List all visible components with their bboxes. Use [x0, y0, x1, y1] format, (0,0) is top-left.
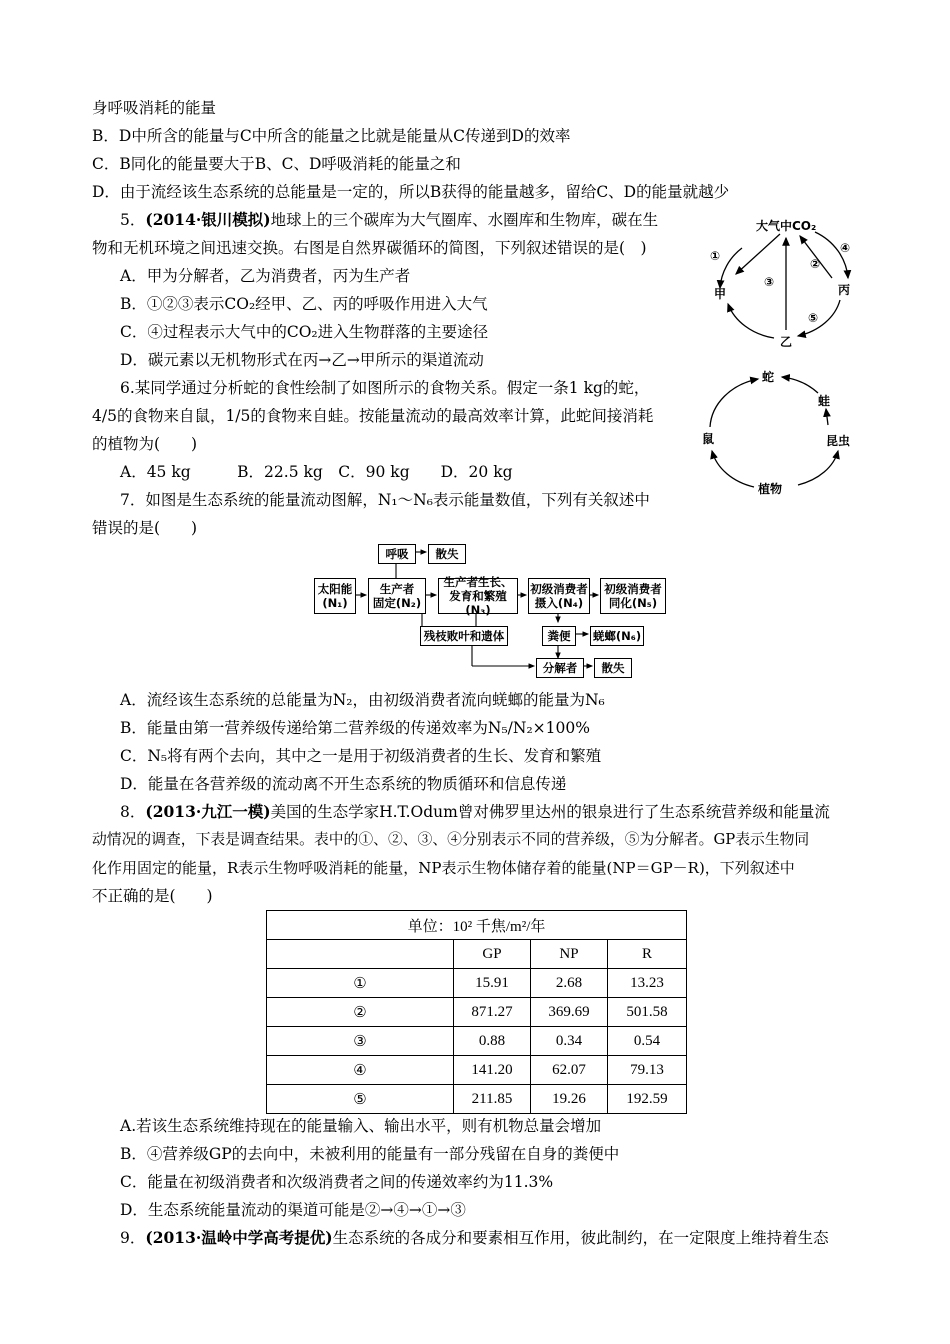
q5-option-b: B．①②③表示CO₂经甲、乙、丙的呼吸作用进入大气	[120, 295, 488, 313]
assimilation-box: 初级消费者 同化(N₅)	[600, 578, 666, 614]
label-3: ③	[764, 275, 775, 289]
q6-stem-2: 4/5的食物来自鼠，1/5的食物来自蛙。按能量流动的最高效率计算，此蛇间接消耗	[92, 407, 654, 425]
q6-stem-3: 的植物为( )	[92, 435, 198, 453]
arrow-4	[815, 232, 851, 278]
table-cell: 501.58	[608, 998, 687, 1027]
table-cell: ①	[267, 969, 454, 998]
q7-stem: 7．如图是生态系统的能量流动图解，N₁～N₆表示能量数值，下列有关叙述中	[120, 491, 650, 509]
arrow-insect-frog	[826, 409, 828, 425]
label-insect: 昆虫	[826, 434, 851, 448]
q9-text: 生态系统的各成分和要素相互作用，彼此制约，在一定限度上维持着生态	[332, 1229, 829, 1247]
q5-stem: 5．(2014·银川模拟)地球上的三个碳库为大气圈库、水圈库和生物库，碳在生	[120, 210, 659, 229]
litter-box: 残枝败叶和遗体	[420, 626, 508, 646]
table-cell: 192.59	[608, 1085, 687, 1114]
table-cell: 141.20	[454, 1056, 531, 1085]
table-header: NP	[531, 940, 608, 969]
q5-option-a: A．甲为分解者，乙为消费者，丙为生产者	[120, 267, 411, 285]
table-cell: 211.85	[454, 1085, 531, 1114]
label-jia: 甲	[714, 287, 727, 301]
lost-box-1: 散失	[428, 544, 466, 564]
q9-source: (2013·温岭中学高考提优)	[145, 1228, 333, 1247]
arrow-rat-snake	[710, 379, 758, 427]
label-5: ⑤	[808, 311, 819, 325]
table-cell: 871.27	[454, 998, 531, 1027]
q5-option-c: C．④过程表示大气中的CO₂进入生物群落的主要途径	[120, 323, 489, 341]
label-bing: 丙	[838, 283, 851, 297]
feces-box: 粪便	[542, 626, 576, 646]
table-cell: 2.68	[531, 969, 608, 998]
table-row	[267, 1027, 687, 1056]
q6-options: A．45 kg B．22.5 kg C．90 kg D．20 kg	[120, 463, 513, 481]
q6-stem: 6.某同学通过分析蛇的食性绘制了如图所示的食物关系。假定一条1 kg的蛇，	[120, 379, 650, 397]
table-header	[267, 940, 454, 969]
table-cell: ③	[267, 1027, 454, 1056]
table-cell: ④	[267, 1056, 454, 1085]
arrow-yi-jia	[728, 304, 774, 338]
q5-text: 地球上的三个碳库为大气圈库、水圈库和生物库，碳在生	[270, 211, 659, 229]
table-cell: 0.88	[454, 1027, 531, 1056]
q8-option-c: C．能量在初级消费者和次级消费者之间的传递效率约为11.3%	[120, 1173, 554, 1191]
table-cell: 13.23	[608, 969, 687, 998]
label-plant: 植物	[758, 482, 783, 496]
arrow-1b	[736, 234, 780, 274]
q8-stem-3: 化作用固定的能量，R表示生物呼吸消耗的能量，NP表示生物体储存着的能量(NP＝GP－R)，下列叙述中	[92, 859, 795, 877]
table-row	[267, 998, 687, 1027]
table-cell: 62.07	[531, 1056, 608, 1085]
table-cell: ②	[267, 998, 454, 1027]
q8-stem-2: 动情况的调查，下表是调查结果。表中的①、②、③、④分别表示不同的营养级，⑤为分解者。GP表示生物同	[92, 831, 810, 848]
table-cell: 79.13	[608, 1056, 687, 1085]
q8-option-a: A.若该生态系统维持现在的能量输入、输出水平，则有机物总量会增加	[120, 1117, 602, 1135]
table-row	[267, 969, 687, 998]
q8-option-b: B．④营养级GP的去向中，未被利用的能量有一部分残留在自身的粪便中	[120, 1145, 620, 1163]
food-web-diagram	[700, 365, 870, 500]
co2-label: 大气中CO₂	[756, 219, 817, 233]
q9-stem: 9．(2013·温岭中学高考提优)生态系统的各成分和要素相互作用，彼此制约，在一定限度上维持着生态	[120, 1228, 829, 1247]
intake-box: 初级消费者 摄入(N₄)	[528, 578, 590, 614]
q8-text: 美国的生态学家H.T.Odum曾对佛罗里达州的银泉进行了生态系统营养级和能量流	[270, 803, 830, 821]
table-cell: 0.54	[608, 1027, 687, 1056]
q7-option-d: D．能量在各营养级的流动离不开生态系统的物质循环和信息传递	[120, 775, 567, 793]
table-row	[267, 1085, 687, 1114]
table-cell: 369.69	[531, 998, 608, 1027]
lost-box-2: 散失	[594, 658, 632, 678]
option-c: C．B同化的能量要大于B、C、D呼吸消耗的能量之和	[92, 155, 461, 173]
table-header: R	[608, 940, 687, 969]
arrow-plant-rat	[712, 451, 754, 487]
label-yi: 乙	[780, 335, 793, 349]
table-cell: 19.26	[531, 1085, 608, 1114]
label-frog: 蛙	[818, 394, 831, 408]
text-line: 身呼吸消耗的能量	[92, 99, 217, 117]
q7-option-c: C．N₅将有两个去向，其中之一是用于初级消费者的生长、发育和繁殖	[120, 747, 602, 765]
q7-option-b: B．能量由第一营养级传递给第二营养级的传递效率为N₅/N₂×100%	[120, 719, 590, 737]
growth-box: 生产者生长、 发育和繁殖(N₃)	[438, 578, 518, 614]
energy-flow-diagram	[312, 540, 672, 680]
arrow-plant-insect	[798, 451, 838, 485]
label-snake: 蛇	[762, 370, 775, 384]
q7-stem-2: 错误的是( )	[92, 519, 198, 537]
label-4: ④	[840, 241, 851, 255]
arrow-1	[720, 248, 742, 288]
option-b: B．D中所含的能量与C中所含的能量之比就是能量从C传递到D的效率	[92, 127, 571, 145]
label-2: ②	[810, 257, 821, 271]
q8-stem-4: 不正确的是( )	[92, 887, 213, 905]
sun-box: 太阳能 (N₁)	[314, 578, 356, 614]
q7-option-a: A．流经该生态系统的总能量为N₂，由初级消费者流向蜣螂的能量为N₆	[120, 691, 605, 709]
option-d: D．由于流经该生态系统的总能量是一定的，所以B获得的能量越多，留给C、D的能量就越少	[92, 183, 730, 201]
carbon-cycle-diagram	[700, 212, 870, 352]
q8-source: (2013·九江一模)	[145, 802, 271, 821]
q5-source: (2014·银川模拟)	[145, 210, 271, 229]
arrow-5	[798, 300, 840, 336]
label-1: ①	[710, 249, 721, 263]
table-unit: 单位：10² 千焦/m²/年	[267, 911, 687, 940]
table-cell: ⑤	[267, 1085, 454, 1114]
respiration-box: 呼吸	[378, 544, 416, 564]
beetle-box: 蜣螂(N₆)	[590, 626, 644, 646]
producer-box: 生产者 固定(N₂)	[368, 578, 426, 614]
arrow-frog-snake	[782, 377, 818, 393]
table-cell: 0.34	[531, 1027, 608, 1056]
label-rat: 鼠	[702, 432, 715, 446]
q5-stem-2: 物和无机环境之间迅速交换。右图是自然界碳循环的简图，下列叙述错误的是( )	[92, 239, 647, 257]
energy-table	[266, 910, 687, 1114]
table-row	[267, 1056, 687, 1085]
decomposer-box: 分解者	[536, 658, 584, 678]
q5-option-d: D．碳元素以无机物形式在丙→乙→甲所示的渠道流动	[120, 351, 484, 369]
table-cell: 15.91	[454, 969, 531, 998]
q8-option-d: D．生态系统能量流动的渠道可能是②→④→①→③	[120, 1201, 466, 1219]
q8-stem: 8．(2013·九江一模)美国的生态学家H.T.Odum曾对佛罗里达州的银泉进行了生态系统营养级和能量流	[120, 802, 830, 821]
table-header: GP	[454, 940, 531, 969]
table-header-row	[267, 940, 687, 969]
